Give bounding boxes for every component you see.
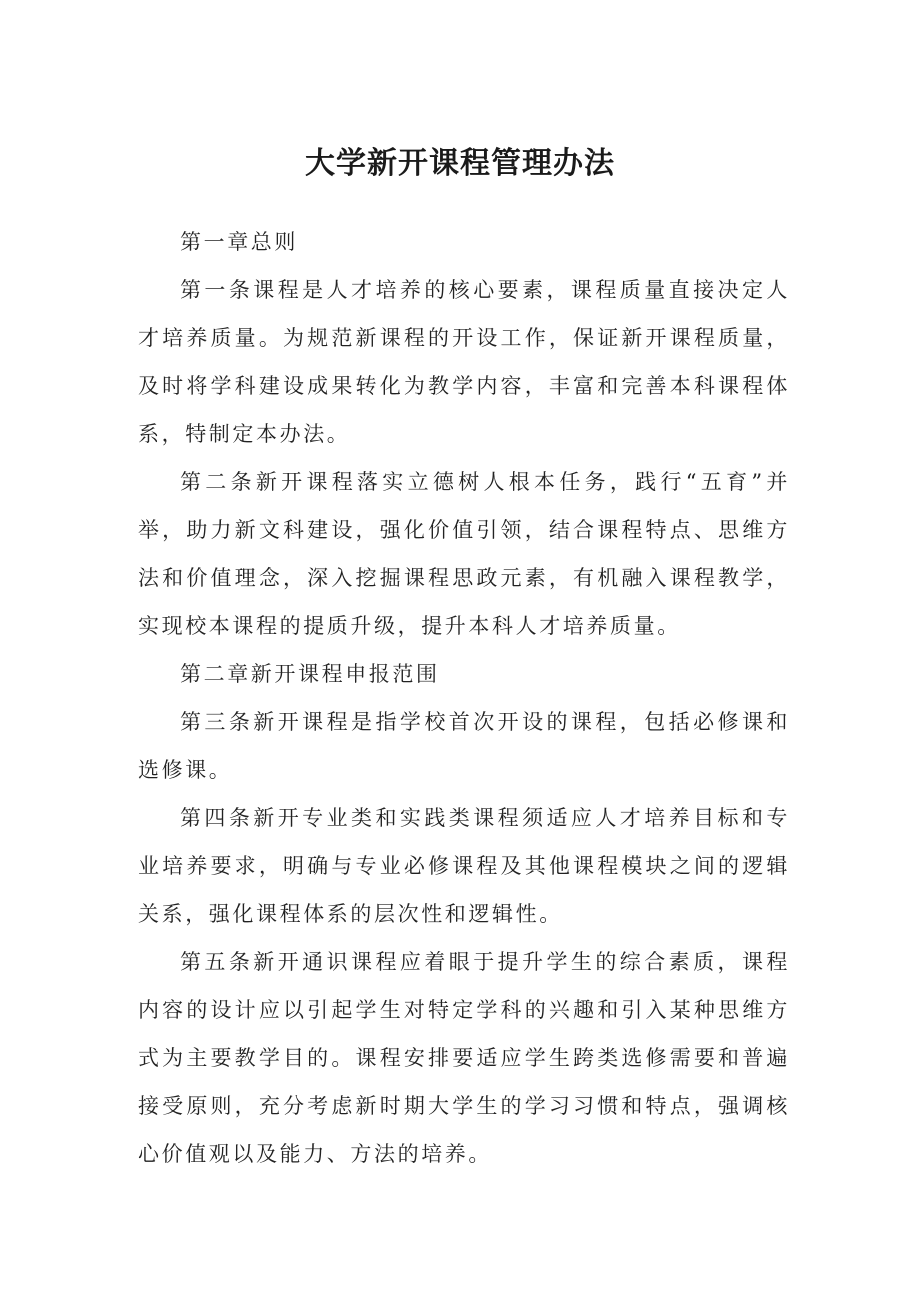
document-title: 大学新开课程管理办法 bbox=[305, 146, 615, 181]
document-body bbox=[138, 218, 790, 1178]
chapter-heading-2: 第二章新开课程申报范围 bbox=[180, 662, 440, 686]
article-5: 第五条新开通识课程应着眼于提升学生的综合素质，课程内容的设计应以引起学生对特定学科的兴趣和引入某种思维方式为主要教学目的。课程安排要适应学生跨类选修需要和普遍接受原则，充分考虑新时期大学生的学习习惯和特点，强调核心价值观以及能力、方法的培养。 bbox=[138, 950, 790, 1166]
article-3: 第三条新开课程是指学校首次开设的课程，包括必修课和选修课。 bbox=[138, 710, 790, 782]
article-4: 第四条新开专业类和实践类课程须适应人才培养目标和专业培养要求，明确与专业必修课程及其他课程模块之间的逻辑关系，强化课程体系的层次性和逻辑性。 bbox=[138, 806, 790, 926]
article-1: 第一条课程是人才培养的核心要素，课程质量直接决定人才培养质量。为规范新课程的开设工作，保证新开课程质量，及时将学科建设成果转化为教学内容，丰富和完善本科课程体系，特制定本办法。 bbox=[138, 278, 790, 446]
article-2: 第二条新开课程落实立德树人根本任务，践行“五育”并举，助力新文科建设，强化价值引领，结合课程特点、思维方法和价值理念，深入挖掘课程思政元素，有机融入课程教学，实现校本课程的提质升级，提升本科人才培养质量。 bbox=[138, 470, 790, 638]
chapter-heading-1: 第一章总则 bbox=[180, 230, 298, 254]
